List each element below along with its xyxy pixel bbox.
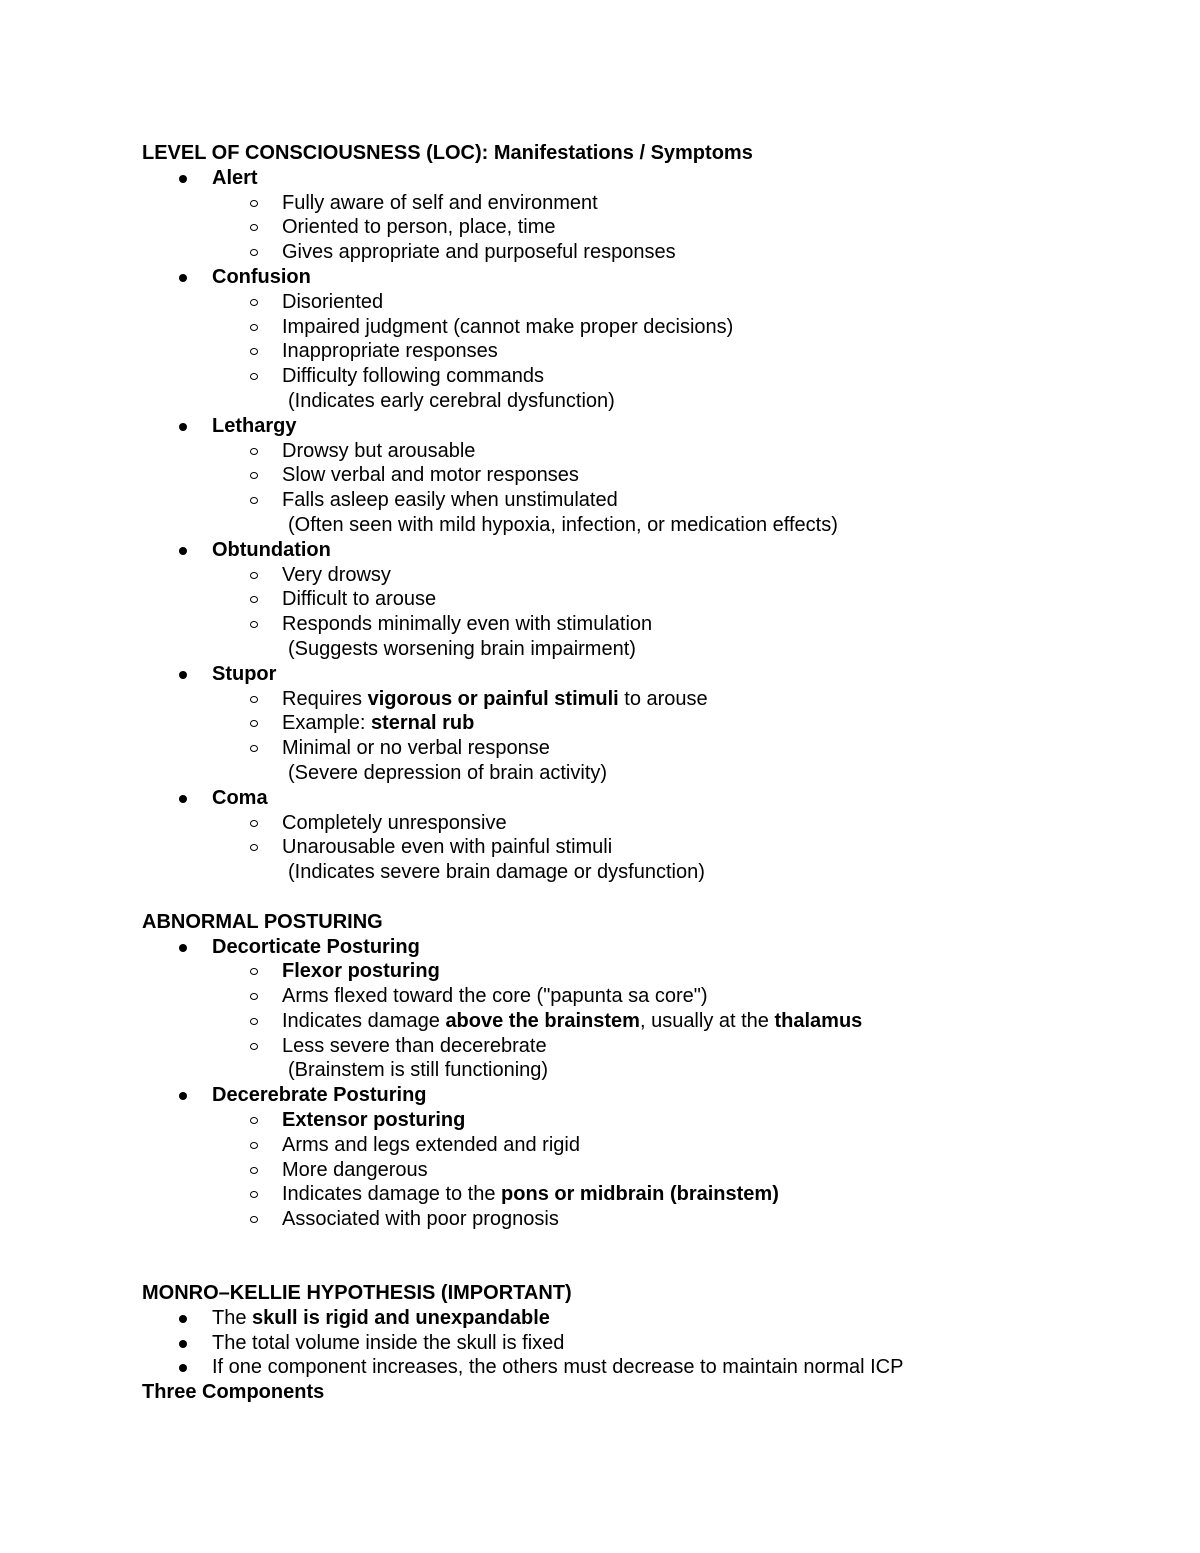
bullet-dot-icon xyxy=(179,1340,187,1348)
posturing-decorticate xyxy=(142,935,1142,960)
list-item: Gives appropriate and purposeful responses xyxy=(142,240,1142,265)
bullet-circle-icon xyxy=(250,1018,258,1025)
list-item: Arms flexed toward the core ("papunta sa core") xyxy=(142,984,1142,1009)
loc-alert xyxy=(142,166,1142,191)
loc-heading: LEVEL OF CONSCIOUSNESS (LOC): Manifestations / Symptoms xyxy=(142,142,753,164)
bullet-circle-icon xyxy=(250,572,258,579)
decorticate-note: (Brainstem is still functioning) xyxy=(288,1059,549,1082)
bullet-circle-icon xyxy=(250,1117,258,1124)
loc-stupor-label: Stupor xyxy=(212,662,277,685)
bullet-circle-icon xyxy=(250,696,258,703)
list-item: Inappropriate responses xyxy=(142,339,1142,364)
loc-coma-label: Coma xyxy=(212,786,268,809)
list-item: Indicates damage above the brainstem, usually at the thalamus xyxy=(142,1009,1142,1034)
bullet-dot-icon xyxy=(179,671,187,679)
bullet-dot-icon xyxy=(179,1364,187,1372)
decorticate-label: Decorticate Posturing xyxy=(212,935,420,958)
bullet-circle-icon xyxy=(250,1216,258,1223)
list-item: Oriented to person, place, time xyxy=(142,215,1142,240)
list-item: Completely unresponsive xyxy=(142,811,1142,836)
bullet-circle-icon xyxy=(250,621,258,628)
bullet-circle-icon xyxy=(250,596,258,603)
list-item: Falls asleep easily when unstimulated xyxy=(142,488,1142,513)
list-item: More dangerous xyxy=(142,1158,1142,1183)
list-item: Disoriented xyxy=(142,290,1142,315)
bullet-circle-icon xyxy=(250,1142,258,1149)
list-item: Minimal or no verbal response xyxy=(142,736,1142,761)
bullet-circle-icon xyxy=(250,249,258,256)
loc-confusion xyxy=(142,265,1142,290)
bullet-dot-icon xyxy=(179,1315,187,1323)
loc-obtundation-note: (Suggests worsening brain impairment) xyxy=(288,637,636,660)
loc-obtundation xyxy=(142,538,1142,563)
bullet-circle-icon xyxy=(250,745,258,752)
bullet-circle-icon xyxy=(250,448,258,455)
bullet-circle-icon xyxy=(250,472,258,479)
three-components-heading: Three Components xyxy=(142,1381,325,1404)
list-item: Fully aware of self and environment xyxy=(142,191,1142,216)
posturing-heading: ABNORMAL POSTURING xyxy=(142,910,383,933)
list-item: Very drowsy xyxy=(142,563,1142,588)
list-item: If one component increases, the others must decrease to maintain normal ICP xyxy=(142,1355,1142,1380)
list-item: Arms and legs extended and rigid xyxy=(142,1133,1142,1158)
bullet-dot-icon xyxy=(179,944,187,952)
loc-stupor xyxy=(142,662,1142,687)
loc-lethargy-label: Lethargy xyxy=(212,414,297,437)
loc-confusion-note: (Indicates early cerebral dysfunction) xyxy=(288,389,615,412)
list-item: Less severe than decerebrate xyxy=(142,1034,1142,1059)
bullet-circle-icon xyxy=(250,373,258,380)
section-spacer xyxy=(142,1232,1142,1281)
list-item: Extensor posturing xyxy=(142,1108,1142,1133)
list-item: Associated with poor prognosis xyxy=(142,1207,1142,1232)
loc-confusion-label: Confusion xyxy=(212,265,311,288)
list-item: Slow verbal and motor responses xyxy=(142,463,1142,488)
bullet-dot-icon xyxy=(179,795,187,803)
loc-coma xyxy=(142,786,1142,811)
monro-heading: MONRO–KELLIE HYPOTHESIS (IMPORTANT) xyxy=(142,1282,572,1305)
section-spacer xyxy=(142,885,1142,910)
list-item: Impaired judgment (cannot make proper decisions) xyxy=(142,315,1142,340)
bullet-circle-icon xyxy=(250,844,258,851)
loc-lethargy-note: (Often seen with mild hypoxia, infection, or medication effects) xyxy=(288,513,838,536)
loc-alert-label: Alert xyxy=(212,166,258,189)
document-body xyxy=(142,141,1142,1405)
loc-stupor-note: (Severe depression of brain activity) xyxy=(288,761,608,784)
bullet-circle-icon xyxy=(250,299,258,306)
bullet-circle-icon xyxy=(250,993,258,1000)
list-item: Drowsy but arousable xyxy=(142,439,1142,464)
bullet-circle-icon xyxy=(250,968,258,975)
bullet-circle-icon xyxy=(250,224,258,231)
list-item: Unarousable even with painful stimuli xyxy=(142,835,1142,860)
bullet-dot-icon xyxy=(179,547,187,555)
list-item: Example: sternal rub xyxy=(142,711,1142,736)
bullet-dot-icon xyxy=(179,175,187,183)
bullet-circle-icon xyxy=(250,1043,258,1050)
bullet-circle-icon xyxy=(250,1191,258,1198)
bullet-circle-icon xyxy=(250,820,258,827)
bullet-circle-icon xyxy=(250,324,258,331)
list-item: The skull is rigid and unexpandable xyxy=(142,1306,1142,1331)
posturing-decerebrate xyxy=(142,1083,1142,1108)
bullet-circle-icon xyxy=(250,348,258,355)
bullet-dot-icon xyxy=(179,423,187,431)
loc-lethargy xyxy=(142,414,1142,439)
bullet-dot-icon xyxy=(179,274,187,282)
list-item: Responds minimally even with stimulation xyxy=(142,612,1142,637)
list-item: Flexor posturing xyxy=(142,959,1142,984)
bullet-dot-icon xyxy=(179,1092,187,1100)
loc-coma-note: (Indicates severe brain damage or dysfunction) xyxy=(288,861,705,884)
bullet-circle-icon xyxy=(250,1167,258,1174)
bullet-circle-icon xyxy=(250,497,258,504)
loc-obtundation-label: Obtundation xyxy=(212,538,331,561)
decerebrate-label: Decerebrate Posturing xyxy=(212,1084,427,1107)
list-item: The total volume inside the skull is fixed xyxy=(142,1331,1142,1356)
list-item: Requires vigorous or painful stimuli to arouse xyxy=(142,687,1142,712)
list-item: Difficulty following commands xyxy=(142,364,1142,389)
list-item: Indicates damage to the pons or midbrain (brainstem) xyxy=(142,1182,1142,1207)
bullet-circle-icon xyxy=(250,720,258,727)
list-item: Difficult to arouse xyxy=(142,587,1142,612)
bullet-circle-icon xyxy=(250,200,258,207)
